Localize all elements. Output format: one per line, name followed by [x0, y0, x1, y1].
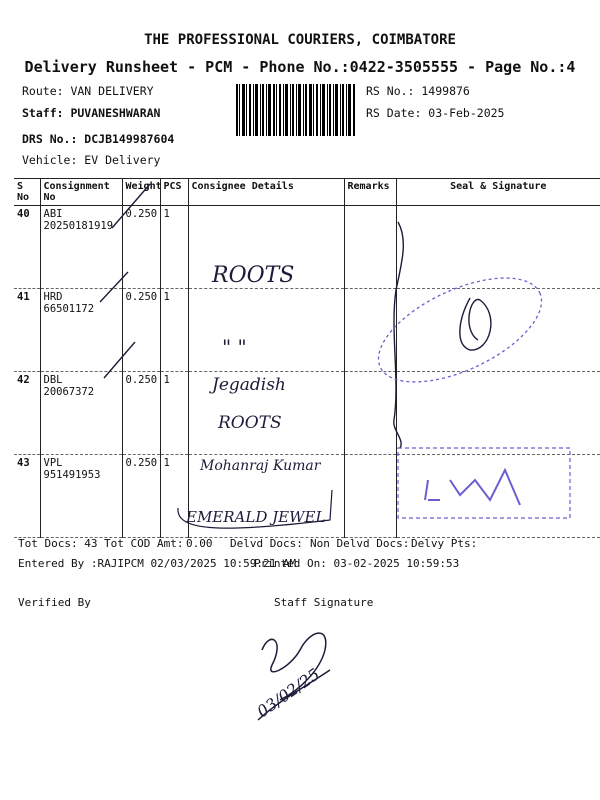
row-weight: 0.250	[122, 372, 160, 455]
row-pcs: 1	[160, 455, 188, 538]
total-docs: Tot Docs: 43	[18, 537, 98, 550]
row-consignee	[188, 289, 344, 372]
row-consignee	[188, 206, 344, 289]
row-seal	[396, 289, 600, 372]
handwritten-name: Mohanraj Kumar	[200, 458, 321, 474]
row-weight: 0.250	[122, 455, 160, 538]
runsheet-table	[14, 178, 600, 538]
row-sno: 41	[14, 289, 40, 372]
table-row	[14, 455, 600, 538]
row-seal	[396, 372, 600, 455]
row-consignee	[188, 455, 344, 538]
row-pcs: 1	[160, 289, 188, 372]
delivery-points: Delvy Pts:	[411, 537, 478, 550]
total-cod-label: Tot COD Amt:	[104, 537, 184, 550]
printed-on: Printed On: 03-02-2025 10:59:53	[254, 557, 460, 570]
row-consignment: VPL 951491953	[40, 455, 122, 538]
handwritten-name: Jegadish	[212, 375, 286, 395]
barcode	[236, 84, 356, 136]
col-weight: Weight	[122, 179, 160, 206]
staff-signature-mark	[258, 633, 330, 720]
handwritten-ditto: " "	[222, 335, 247, 359]
row-weight: 0.250	[122, 289, 160, 372]
row-seal	[396, 206, 600, 289]
verified-by: Verified By	[18, 596, 91, 609]
col-consignee: Consignee Details	[188, 179, 344, 206]
row-consignment: HRD 66501172	[40, 289, 122, 372]
row-remarks	[344, 455, 396, 538]
table-row	[14, 372, 600, 455]
row-weight: 0.250	[122, 206, 160, 289]
company-title: THE PROFESSIONAL COURIERS, COIMBATORE	[144, 32, 456, 48]
row-remarks	[344, 289, 396, 372]
staff-label: Staff: PUVANESHWARAN	[22, 106, 161, 120]
entered-by: Entered By :RAJIPCM 02/03/2025 10:59:21 AM	[18, 557, 297, 570]
handwritten-name: ROOTS	[218, 413, 282, 433]
handwritten-name: EMERALD JEWEL	[186, 508, 326, 526]
total-cod-value: 0.00	[186, 537, 213, 550]
table-row	[14, 206, 600, 289]
staff-signature-label: Staff Signature	[274, 596, 374, 609]
row-pcs: 1	[160, 206, 188, 289]
row-remarks	[344, 372, 396, 455]
row-remarks	[344, 206, 396, 289]
drs-number: DRS No.: DCJB149987604	[22, 132, 175, 146]
row-seal	[396, 455, 600, 538]
row-sno: 43	[14, 455, 40, 538]
route-label: Route: VAN DELIVERY	[22, 84, 154, 98]
table-header-row	[14, 179, 600, 206]
signature-date: 03/02/25	[253, 664, 324, 722]
col-remarks: Remarks	[344, 179, 396, 206]
runsheet-subtitle: Delivery Runsheet - PCM - Phone No.:0422-3505555 - Page No.:4	[24, 58, 576, 76]
row-sno: 40	[14, 206, 40, 289]
row-sno: 42	[14, 372, 40, 455]
col-pcs: PCS	[160, 179, 188, 206]
vehicle-label: Vehicle: EV Delivery	[22, 153, 161, 167]
row-consignment: DBL 20067372	[40, 372, 122, 455]
col-sno: S No	[14, 179, 40, 206]
rs-number: RS No.: 1499876	[366, 84, 470, 98]
col-seal-signature: Seal & Signature	[396, 179, 600, 206]
col-consignment: Consignment No	[40, 179, 122, 206]
row-consignee	[188, 372, 344, 455]
handwritten-name: ROOTS	[212, 263, 295, 288]
row-pcs: 1	[160, 372, 188, 455]
non-delivered-docs: Non Delvd Docs:	[310, 537, 410, 550]
table-row	[14, 289, 600, 372]
delivered-docs: Delvd Docs:	[230, 537, 303, 550]
rs-date: RS Date: 03-Feb-2025	[366, 106, 505, 120]
row-consignment: ABI 20250181919	[40, 206, 122, 289]
